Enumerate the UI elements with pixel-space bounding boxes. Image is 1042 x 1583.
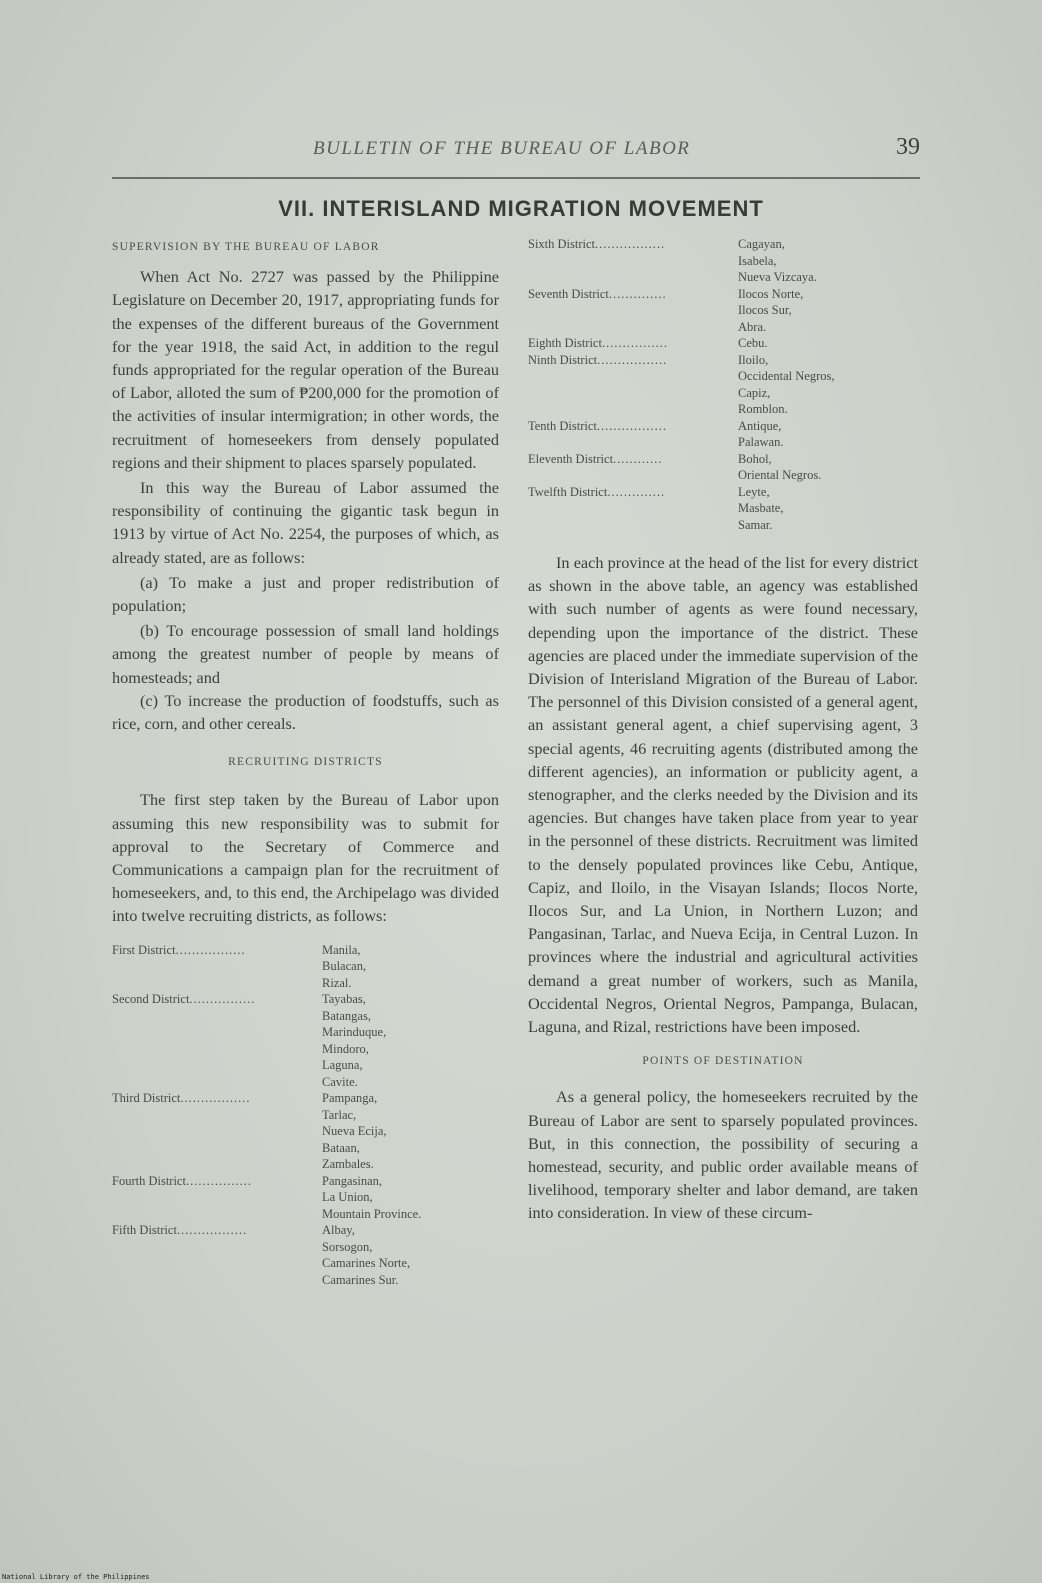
district-name: Seventh District bbox=[528, 286, 609, 301]
province-name: Mindoro, bbox=[322, 1041, 369, 1056]
district-name: Ninth District bbox=[528, 352, 598, 367]
district-row bbox=[528, 286, 835, 336]
leader-dots: ................. bbox=[175, 942, 246, 957]
left-column bbox=[112, 236, 499, 1288]
leader-dots: ................ bbox=[185, 1173, 252, 1188]
province-name: Antique, bbox=[738, 418, 782, 433]
province-name: Tayabas, bbox=[322, 992, 366, 1007]
province-name: Nueva Ecija, bbox=[322, 1124, 387, 1139]
header-rule bbox=[112, 177, 920, 179]
running-head-title: BULLETIN OF THE BUREAU OF LABOR bbox=[313, 138, 691, 159]
province-name: Capiz, bbox=[738, 385, 771, 400]
section-title: VII. INTERISLAND MIGRATION MOVEMENT bbox=[278, 196, 764, 221]
province-name: Tarlac, bbox=[322, 1107, 357, 1122]
leader-dots: ................. bbox=[595, 237, 666, 251]
district-row bbox=[112, 1222, 421, 1288]
district-row bbox=[528, 335, 835, 352]
province-name: Albay, bbox=[322, 1223, 355, 1238]
province-name: Rizal. bbox=[322, 975, 352, 990]
province-name: Masbate, bbox=[738, 501, 784, 515]
province-name: Abra. bbox=[738, 319, 767, 334]
province-name: Camarines Sur. bbox=[322, 1272, 399, 1287]
leader-dots: ................. bbox=[596, 418, 668, 433]
leader-dots: ................. bbox=[180, 1091, 251, 1106]
province-name: Ilocos Norte, bbox=[738, 286, 804, 301]
library-credit: National Library of the Philippines bbox=[2, 1573, 150, 1581]
right-column bbox=[528, 236, 918, 1225]
province-name: Oriental Negros. bbox=[738, 468, 822, 482]
paragraph-responsibility: In this way the Bureau of Labor assumed the responsibility of continuing the gigantic task begun in 1913 by virtue of Act No. 2254, the purposes of which, as already stated, are as follows: bbox=[112, 478, 499, 567]
province-name: Cagayan, bbox=[738, 237, 785, 251]
purpose-item-c: (c) To increase the production of foodstuffs, such as rice, corn, and other cereals. bbox=[112, 690, 499, 734]
province-name: La Union, bbox=[322, 1190, 373, 1205]
district-row bbox=[112, 1090, 421, 1173]
province-name: Samar. bbox=[738, 517, 773, 532]
district-row bbox=[528, 484, 835, 534]
district-name: First District bbox=[112, 942, 176, 957]
province-name: Occidental Negros, bbox=[738, 369, 835, 383]
district-name: Eighth District bbox=[528, 336, 602, 350]
leader-dots: ................ bbox=[601, 336, 668, 350]
province-name: Manila, bbox=[322, 942, 361, 957]
district-row bbox=[112, 991, 421, 1090]
purpose-item-a: (a) To make a just and proper redistribution of population; bbox=[112, 572, 499, 616]
province-name: Sorsogon, bbox=[322, 1239, 373, 1254]
province-name: Iloilo, bbox=[738, 352, 769, 367]
paragraph-first-step: The first step taken by the Bureau of Labor upon assuming this new responsibility was to submit for approval to the Secretary of Commerce and Communications a campaign plan for the recruitment of homeseekers, and, to this end, the Archipelago was divided into twelve recruiting districts, as follows: bbox=[112, 790, 499, 926]
province-name: Zambales. bbox=[322, 1157, 374, 1172]
leader-dots: ................. bbox=[597, 352, 668, 367]
subhead-recruiting: RECRUITING DISTRICTS bbox=[228, 756, 383, 769]
province-name: Pangasinan, bbox=[322, 1173, 383, 1188]
leader-dots: ................ bbox=[189, 992, 256, 1007]
district-table-right bbox=[528, 236, 835, 533]
district-name: Third District bbox=[112, 1091, 181, 1106]
province-name: Nueva Vizcaya. bbox=[738, 270, 817, 284]
district-row bbox=[112, 1173, 421, 1223]
district-name: Fourth District bbox=[112, 1173, 186, 1188]
subhead-destination: POINTS OF DESTINATION bbox=[642, 1055, 804, 1068]
province-name: Cavite. bbox=[322, 1074, 358, 1089]
leader-dots: ................. bbox=[176, 1223, 248, 1238]
paragraph-general-policy: As a general policy, the homeseekers recruited by the Bureau of Labor are sent to sparsely populated provinces. But, in this connection, the possibility of securing a homestead, security, and public order available means of livelihood, temporary shelter and labor demand, are taken into consideration. In view of these circum- bbox=[528, 1087, 918, 1223]
paragraph-agencies: In each province at the head of the list for every district as shown in the above table, an agency was established with such number of agents as were found necessary, depending upon the importance of the district. These agencies are placed under the immediate supervision of the Division of Interisland Migration of the Bureau of Labor. The personnel of this Division consisted of a general agent, an assistant general agent, a chief supervising agent, 3 special agents, 46 recruiting agents (distributed among the different agencies), an information or publicity agent, a stenographer, and the clerks needed by the Division and its agencies. But changes have taken place from year to year in the personnel of these districts. Recruitment was limited to the densely populated provinces like Cebu, Antique, Capiz, and Iloilo, in the Visayan Islands; Ilocos Norte, Ilocos Sur, and La Union, in Northern Luzon; and Pangasinan, Tarlac, and Nueva Ecija, in Central Luzon. In provinces where the industrial and agricultural activities demand a great number of workers, such as Manila, Occidental Negros, Oriental Negros, Pampanga, Bulacan, Laguna, and Rizal, restrictions have been imposed. bbox=[528, 553, 918, 1037]
running-head bbox=[100, 134, 920, 168]
province-name: Batangas, bbox=[322, 1008, 371, 1023]
district-table-left bbox=[112, 942, 421, 1289]
leader-dots: ............ bbox=[613, 451, 663, 466]
purpose-item-b: (b) To encourage possession of small land holdings among the greatest number of people by means of homesteads; and bbox=[112, 621, 499, 687]
province-name: Bataan, bbox=[322, 1140, 360, 1155]
district-row bbox=[528, 418, 835, 451]
page-number: 39 bbox=[896, 134, 920, 160]
province-name: Camarines Norte, bbox=[322, 1256, 411, 1271]
district-name: Twelfth District bbox=[528, 484, 608, 499]
province-name: Laguna, bbox=[322, 1058, 363, 1073]
province-name: Bulacan, bbox=[322, 959, 367, 974]
district-name: Tenth District bbox=[528, 418, 597, 433]
province-name: Leyte, bbox=[738, 484, 770, 499]
leader-dots: .............. bbox=[608, 286, 667, 301]
province-name: Marinduque, bbox=[322, 1025, 387, 1040]
district-row bbox=[528, 236, 835, 286]
district-row bbox=[528, 451, 835, 484]
province-name: Palawan. bbox=[738, 435, 784, 449]
district-name: Eleventh District bbox=[528, 451, 614, 466]
province-name: Ilocos Sur, bbox=[738, 303, 792, 317]
province-name: Romblon. bbox=[738, 402, 788, 416]
paragraph-act-2727: When Act No. 2727 was passed by the Philippine Legislature on December 20, 1917, appropriating funds for the expenses of the different bureaus of the Government for the year 1918, the said Act, in addition to the regul funds appropriated for the regular operation of the Bureau of Labor, alloted the sum of ₱200,000 for the promotion of the activities of insular intermigration; in other words, the recruitment of homeseekers from densely populated regions and their shipment to places sparsely populated. bbox=[112, 267, 499, 472]
leader-dots: .............. bbox=[607, 484, 666, 499]
province-name: Bohol, bbox=[738, 451, 772, 466]
province-name: Mountain Province. bbox=[322, 1206, 422, 1221]
district-name: Fifth District bbox=[112, 1223, 177, 1238]
subhead-supervision: SUPERVISION BY THE BUREAU OF LABOR bbox=[112, 241, 380, 253]
district-name: Second District bbox=[112, 992, 190, 1007]
district-name: Sixth District bbox=[528, 237, 596, 251]
district-row bbox=[112, 942, 421, 992]
province-name: Cebu. bbox=[738, 336, 768, 350]
district-row bbox=[528, 352, 835, 418]
province-name: Isabela, bbox=[738, 253, 777, 268]
province-name: Pampanga, bbox=[322, 1091, 378, 1106]
